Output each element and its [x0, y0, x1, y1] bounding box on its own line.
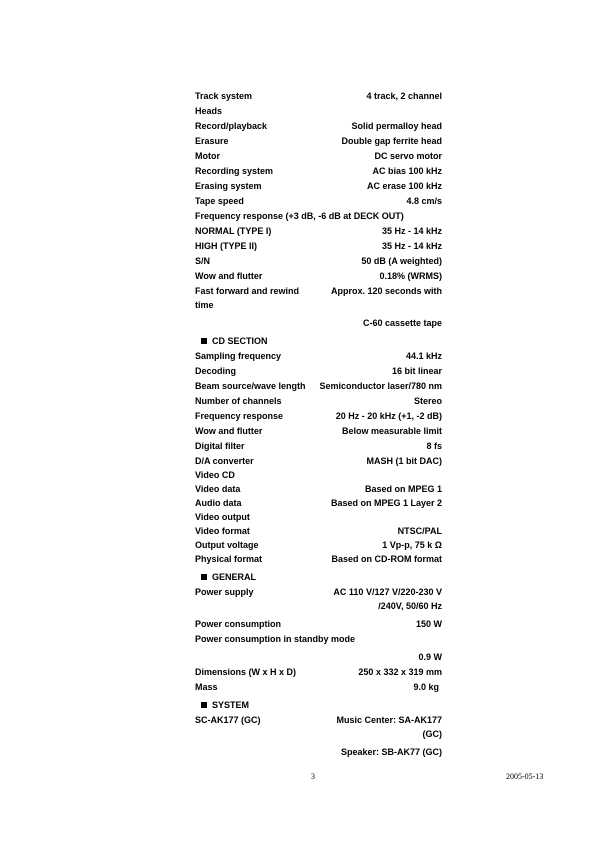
spec-value: DC servo motor	[374, 151, 442, 161]
spec-value: MASH (1 bit DAC)	[366, 456, 442, 466]
spec-row-sampling-freq	[195, 349, 442, 363]
spec-row-wow-flutter-deck	[195, 269, 442, 283]
spec-row-beam-source	[195, 379, 442, 393]
section-title: CD SECTION	[212, 336, 268, 346]
spec-label: Erasing system	[195, 181, 262, 191]
spec-row-video-format	[195, 524, 442, 538]
spec-row-motor	[195, 149, 442, 163]
spec-value: Based on CD-ROM format	[331, 554, 442, 564]
spec-label: Dimensions (W x H x D)	[195, 667, 297, 677]
spec-label: Physical format	[195, 554, 263, 564]
spec-row-sn	[195, 254, 442, 268]
spec-label: Power consumption	[195, 619, 282, 629]
spec-row-power-standby	[195, 632, 442, 646]
spec-row-record-playback	[195, 119, 442, 133]
spec-value: Based on MPEG 1	[364, 484, 442, 494]
spec-row-recording-system	[195, 164, 442, 178]
spec-row-sc-ak177	[195, 713, 442, 741]
document-date: 2005-05-13	[506, 772, 544, 781]
spec-label: Mass	[195, 682, 218, 692]
spec-label: Frequency response	[195, 411, 284, 421]
spec-row-da-converter	[195, 454, 442, 468]
spec-label: Audio data	[195, 498, 242, 508]
section-heading-system	[195, 698, 442, 712]
spec-row-ff-rewind	[195, 284, 442, 312]
spec-row-power-consumption	[195, 617, 442, 631]
spec-value: 1 Vp-p, 75 k Ω	[382, 540, 442, 550]
spec-value: 4 track, 2 channel	[366, 91, 442, 101]
spec-row-digital-filter	[195, 439, 442, 453]
spec-value: AC 110 V/127 V/220-230 V /240V, 50/60 Hz	[333, 587, 442, 611]
spec-label: Tape speed	[195, 196, 244, 206]
spec-value: Below measurable limit	[341, 426, 442, 436]
spec-label: Wow and flutter	[195, 271, 263, 281]
spec-label: Number of channels	[195, 396, 282, 406]
spec-row-erasing-system	[195, 179, 442, 193]
spec-label: NORMAL (TYPE I)	[195, 226, 272, 236]
spec-list	[195, 89, 442, 759]
spec-row-normal-type1	[195, 224, 442, 238]
spec-value: Double gap ferrite head	[341, 136, 442, 146]
spec-value: 0.18% (WRMS)	[379, 271, 442, 281]
spec-row-freq-response-deck	[195, 209, 442, 223]
spec-row-high-type2	[195, 239, 442, 253]
spec-row-mass	[195, 680, 442, 694]
spec-value: 44.1 kHz	[405, 351, 442, 361]
square-bullet-icon	[201, 702, 207, 708]
spec-value: AC erase 100 kHz	[366, 181, 442, 191]
spec-value: 16 bit linear	[391, 366, 442, 376]
spec-value: 8 fs	[426, 441, 442, 451]
spec-row-physical-format	[195, 552, 442, 566]
spec-value: 9.0 kg	[413, 682, 439, 692]
spec-row-output-voltage	[195, 538, 442, 552]
spec-label: Beam source/wave length	[195, 381, 306, 391]
spec-row-heads	[195, 104, 442, 118]
spec-row-video-output	[195, 510, 442, 524]
spec-label: Recording system	[195, 166, 274, 176]
spec-row-power-standby-value	[195, 650, 442, 664]
spec-value: C-60 cassette tape	[362, 318, 442, 328]
spec-label: Track system	[195, 91, 253, 101]
spec-label: D/A converter	[195, 456, 254, 466]
spec-value: AC bias 100 kHz	[372, 166, 442, 176]
spec-value: Approx. 120 seconds with	[330, 286, 442, 296]
spec-label: Record/playback	[195, 121, 268, 131]
spec-label: S/N	[195, 256, 211, 266]
square-bullet-icon	[201, 338, 207, 344]
square-bullet-icon	[201, 574, 207, 580]
spec-value: Semiconductor laser/780 nm	[319, 381, 442, 391]
spec-value: 50 dB (A weighted)	[361, 256, 442, 266]
spec-value: NTSC/PAL	[397, 526, 442, 536]
spec-row-audio-data	[195, 496, 442, 510]
section-heading-general	[195, 570, 442, 584]
spec-label: Wow and flutter	[195, 426, 263, 436]
spec-label: Fast forward and rewind time	[195, 286, 300, 310]
spec-value: Solid permalloy head	[351, 121, 442, 131]
section-title: GENERAL	[212, 572, 257, 582]
spec-label: Frequency response (+3 dB, -6 dB at DECK OUT)	[195, 211, 404, 221]
spec-row-speaker	[195, 745, 442, 759]
spec-value: Music Center: SA-AK177 (GC)	[336, 715, 442, 739]
spec-row-decoding	[195, 364, 442, 378]
spec-value: 4.8 cm/s	[406, 196, 442, 206]
section-heading-cd	[195, 334, 442, 348]
spec-value: 20 Hz - 20 kHz (+1, -2 dB)	[335, 411, 442, 421]
spec-label: Decoding	[195, 366, 237, 376]
section-title: SYSTEM	[212, 700, 250, 710]
spec-value: 35 Hz - 14 kHz	[381, 241, 442, 251]
spec-label: Digital filter	[195, 441, 245, 451]
spec-row-power-supply	[195, 585, 442, 613]
spec-label: Power consumption in standby mode	[195, 634, 356, 644]
spec-row-ff-rewind-cont	[195, 316, 442, 330]
spec-value: 35 Hz - 14 kHz	[381, 226, 442, 236]
spec-value: 0.9 W	[418, 652, 442, 662]
spec-row-track-system	[195, 89, 442, 103]
spec-label: HIGH (TYPE II)	[195, 241, 258, 251]
spec-label: Motor	[195, 151, 220, 161]
spec-row-dimensions	[195, 665, 442, 679]
spec-value: 250 x 332 x 319 mm	[358, 667, 442, 677]
spec-value: Stereo	[413, 396, 442, 406]
spec-label: Video format	[195, 526, 250, 536]
spec-label: Power supply	[195, 587, 254, 597]
spec-label: Video output	[195, 512, 250, 522]
page-number: 3	[311, 772, 315, 781]
spec-row-wow-flutter-cd	[195, 424, 442, 438]
spec-row-erasure	[195, 134, 442, 148]
spec-value: Based on MPEG 1 Layer 2	[330, 498, 442, 508]
spec-label: Output voltage	[195, 540, 259, 550]
spec-label: Video CD	[195, 470, 235, 480]
spec-value: 150 W	[415, 619, 442, 629]
spec-row-video-data	[195, 482, 442, 496]
spec-value: Speaker: SB-AK77 (GC)	[340, 747, 442, 757]
spec-label: Video data	[195, 484, 241, 494]
spec-row-video-cd	[195, 468, 442, 482]
spec-row-num-channels	[195, 394, 442, 408]
spec-label: Sampling frequency	[195, 351, 282, 361]
spec-label: Erasure	[195, 136, 229, 146]
spec-label: Heads	[195, 106, 223, 116]
spec-label: SC-AK177 (GC)	[195, 715, 261, 725]
spec-row-tape-speed	[195, 194, 442, 208]
spec-row-freq-response-cd	[195, 409, 442, 423]
